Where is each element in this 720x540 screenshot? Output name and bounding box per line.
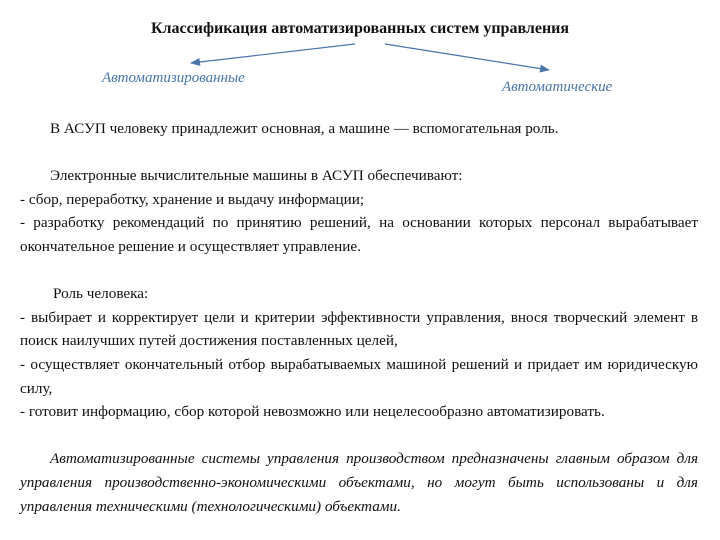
human-role-heading: Роль человека:: [53, 285, 149, 303]
arrow-right: [385, 44, 549, 70]
list-item: - готовит информацию, сбор которой невозможно или нецелесообразно автоматизировать.: [20, 403, 605, 421]
list-item: - разработку рекомендаций по принятию решений, на основании которых персонал вырабатывает окончательное решение и осуществляет управление.: [20, 214, 698, 255]
list-item: - осуществляет окончательный отбор вырабатываемых машиной решений и придает им юридическую силу,: [20, 355, 698, 397]
branch-automated: Автоматизированные: [102, 70, 245, 86]
list-item: - выбирает и корректирует цели и критерии эффективности управления, внося творческий элемент в поиск наилучших путей достижения поставленных целей,: [20, 308, 698, 350]
conclusion-paragraph: Автоматизированные системы управления производством предназначены главным образом для управления производственно-экономическими объектами, но могут быть использованы и для управления техническими (технологическими) объектами.: [20, 450, 698, 515]
computers-heading: Электронные вычислительные машины в АСУП обеспечивают:: [50, 167, 463, 185]
document-body: [20, 117, 698, 518]
intro-paragraph: В АСУП человеку принадлежит основная, а машине — вспомогательная роль.: [50, 120, 559, 137]
list-item: - сбор, переработку, хранение и выдачу информации;: [20, 190, 365, 208]
arrow-left: [191, 44, 355, 63]
branch-automatic: Автоматические: [502, 79, 613, 95]
page-title: Классификация автоматизированных систем управления: [150, 20, 570, 37]
